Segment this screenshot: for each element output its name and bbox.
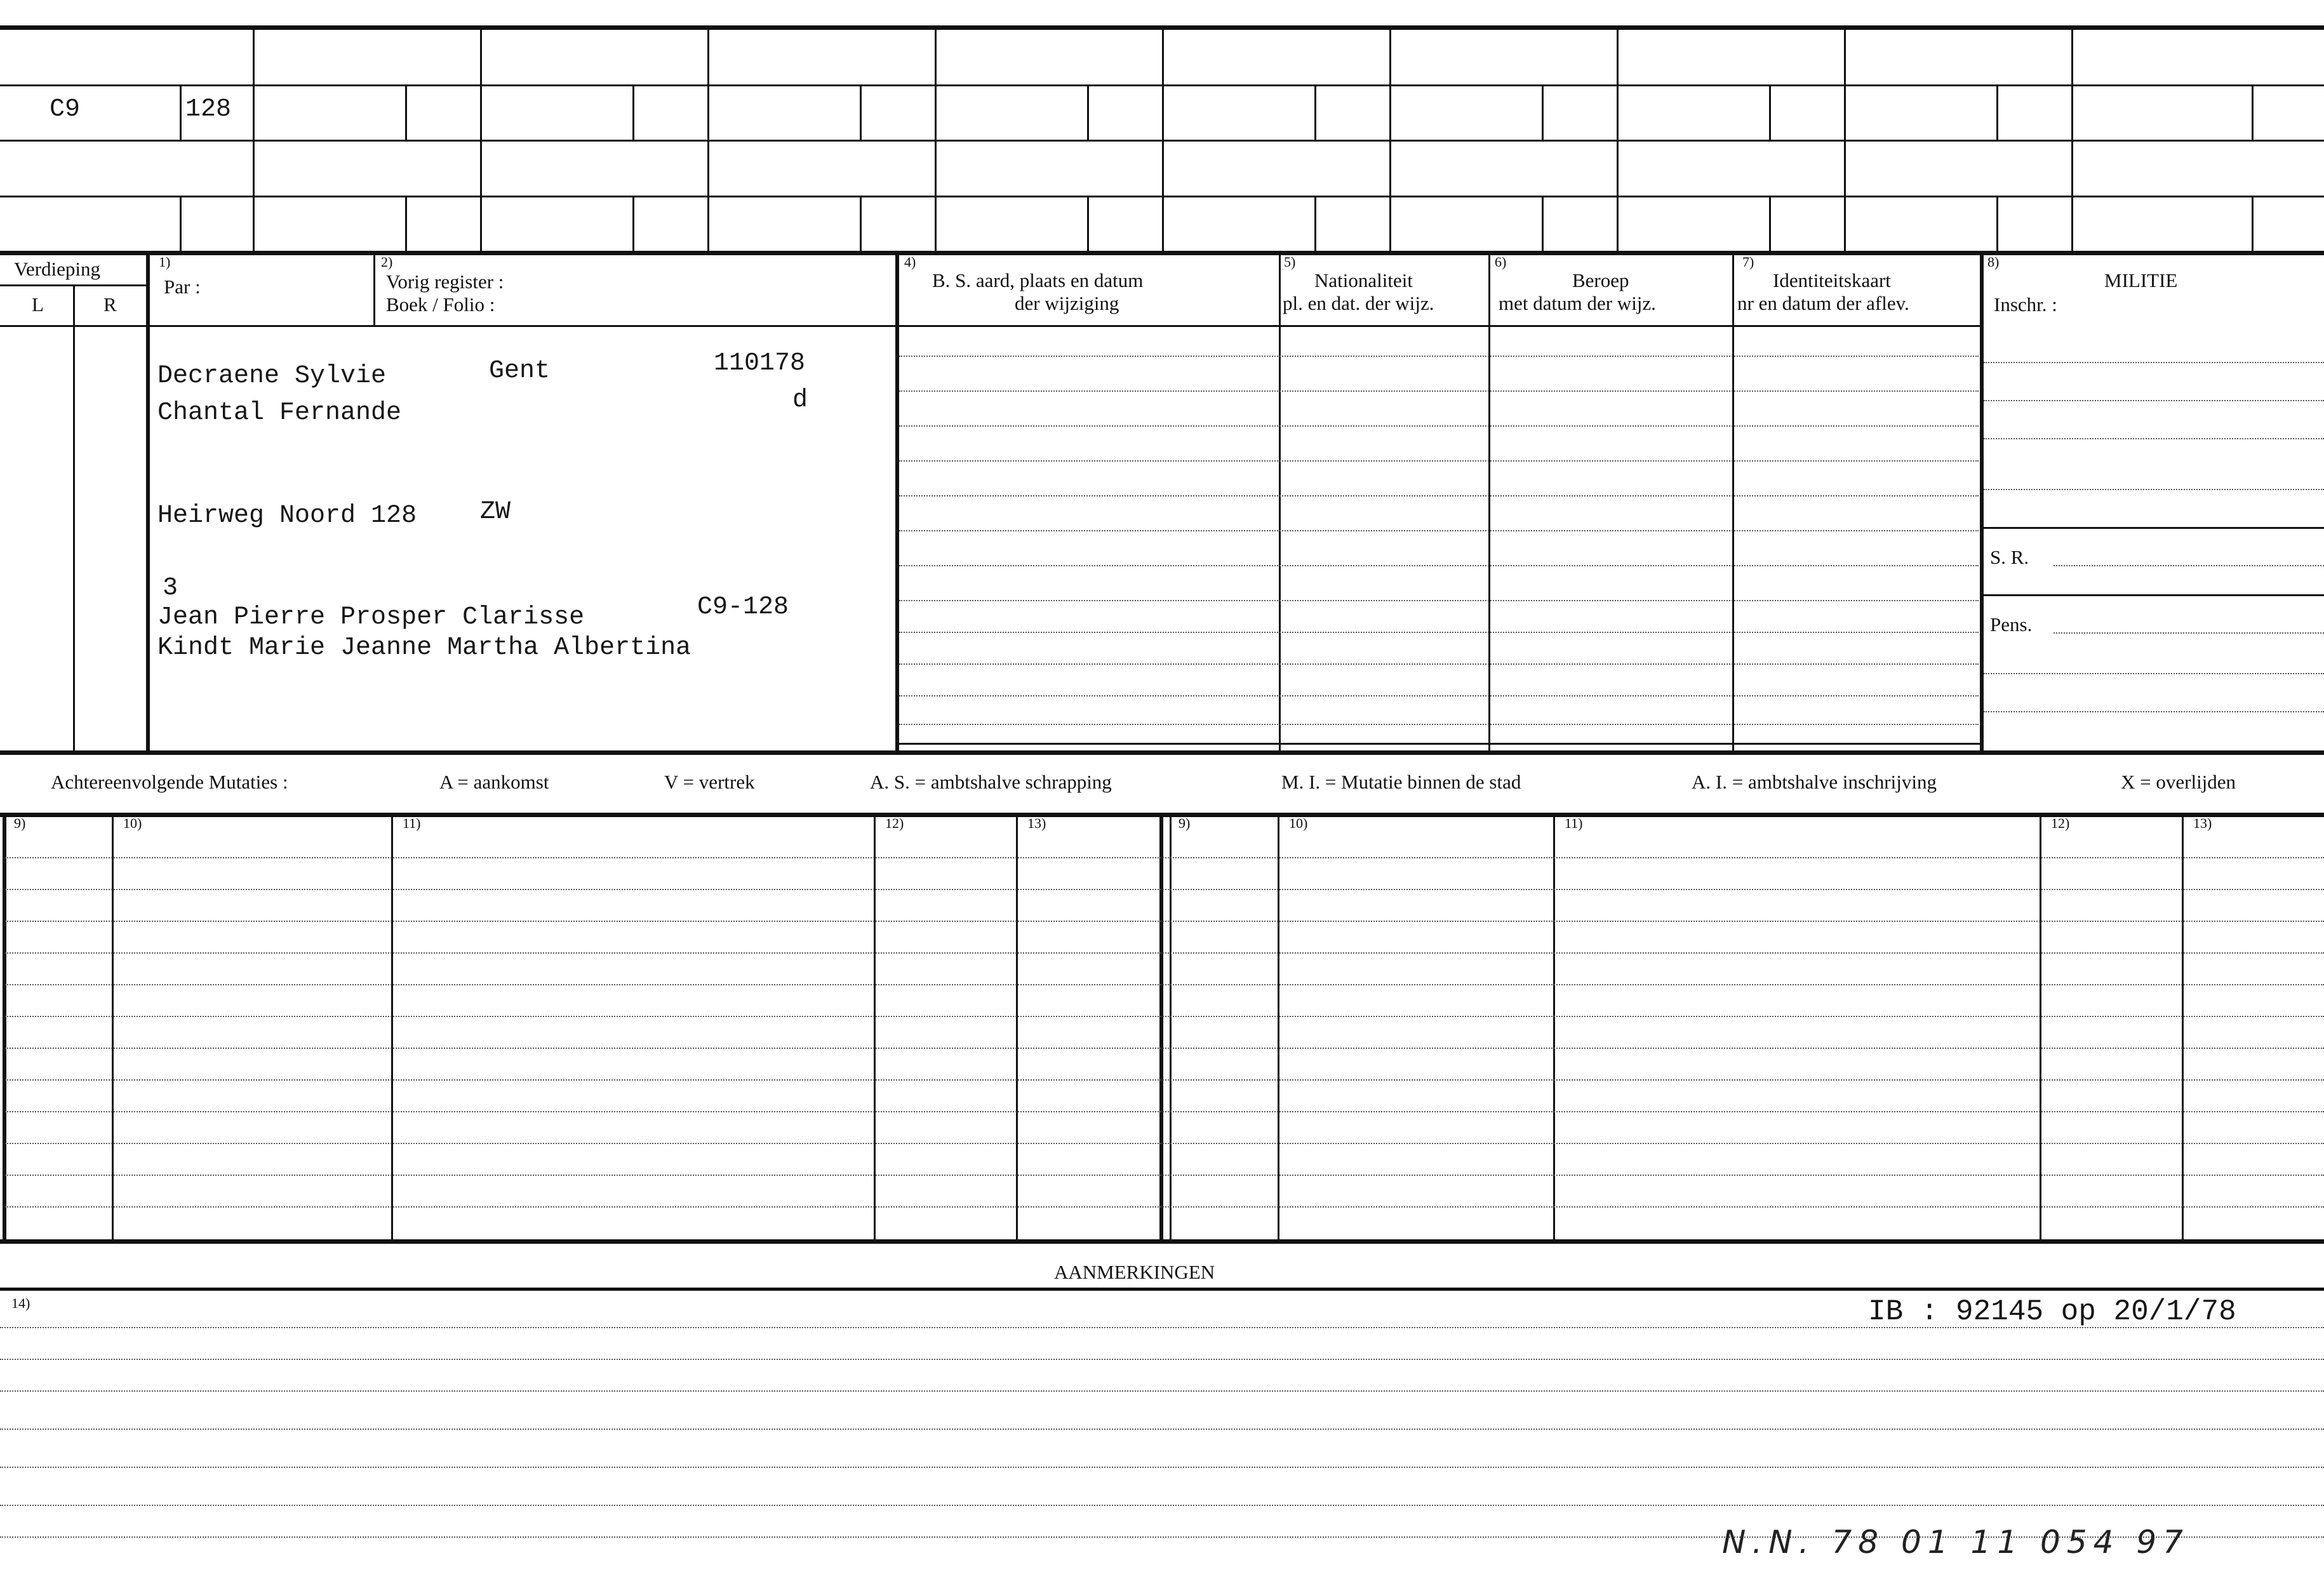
identiteitskaart-label-2: nr en datum der aflev. xyxy=(1737,292,1909,314)
remarks-number: 14) xyxy=(11,1295,30,1311)
mut-col-11-left: 11) xyxy=(403,815,421,831)
col-5-number: 5) xyxy=(1284,254,1296,270)
legend-v: V = vertrek xyxy=(664,771,755,793)
col-4-number: 4) xyxy=(904,254,916,270)
legend-ai: A. I. = ambtshalve inschrijving xyxy=(1692,771,1937,793)
pens-label: Pens. xyxy=(1990,613,2033,636)
legend-x: X = overlijden xyxy=(2121,771,2236,793)
col-1-number: 1) xyxy=(159,254,171,270)
left-label: L xyxy=(32,293,44,316)
ib-note: IB : 92145 op 20/1/78 xyxy=(1868,1295,2236,1328)
col-8-number: 8) xyxy=(1987,254,2000,270)
vorig-register-label: Vorig register : xyxy=(386,270,504,293)
cell-number: 128 xyxy=(185,95,232,124)
beroep-label-1: Beroep xyxy=(1572,269,1629,291)
verdieping-label: Verdieping xyxy=(14,258,101,280)
sr-label: S. R. xyxy=(1990,546,2029,568)
identiteitskaart-label-1: Identiteitskaart xyxy=(1773,269,1891,291)
birth-place: Gent xyxy=(489,357,551,385)
bs-label-1: B. S. aard, plaats en datum xyxy=(932,269,1144,291)
nationaliteit-label-1: Nationaliteit xyxy=(1314,269,1413,291)
col-6-number: 6) xyxy=(1495,254,1507,270)
legend-a: A = aankomst xyxy=(439,771,549,793)
mut-col-13-right: 13) xyxy=(2193,815,2212,831)
sex-code: d xyxy=(792,386,808,415)
district: ZW xyxy=(480,498,511,526)
mut-col-12-right: 12) xyxy=(2051,815,2070,831)
cell-code: C9 xyxy=(50,95,81,124)
right-label: R xyxy=(104,293,117,316)
birth-date: 110178 xyxy=(714,349,806,378)
legend-title: Achtereenvolgende Mutaties : xyxy=(51,771,288,793)
legend-as: A. S. = ambtshalve schrapping xyxy=(870,771,1112,793)
bs-label-2: der wijziging xyxy=(1015,292,1119,314)
mut-col-12-left: 12) xyxy=(885,815,904,831)
given-names: Chantal Fernande xyxy=(157,399,402,427)
mut-col-10-left: 10) xyxy=(123,815,142,831)
household-number: 3 xyxy=(163,574,178,603)
mut-col-10-right: 10) xyxy=(1289,815,1308,831)
father-name: Jean Pierre Prosper Clarisse xyxy=(157,603,585,632)
address: Heirweg Noord 128 xyxy=(157,502,417,530)
boek-folio-label: Boek / Folio : xyxy=(386,293,495,316)
national-number: N.N. 78 01 11 054 97 xyxy=(1722,1524,2189,1561)
remarks-title: AANMERKINGEN xyxy=(1054,1261,1215,1283)
mut-col-13-left: 13) xyxy=(1027,815,1046,831)
inschr-label: Inschr. : xyxy=(1994,293,2057,316)
col-7-number: 7) xyxy=(1742,254,1754,270)
legend-mi: M. I. = Mutatie binnen de stad xyxy=(1281,771,1521,793)
mother-name: Kindt Marie Jeanne Martha Albertina xyxy=(157,634,691,662)
nationaliteit-label-2: pl. en dat. der wijz. xyxy=(1283,292,1434,314)
mut-col-9-left: 9) xyxy=(14,815,26,831)
beroep-label-2: met datum der wijz. xyxy=(1499,292,1656,314)
mut-col-11-right: 11) xyxy=(1565,815,1583,831)
col-2-number: 2) xyxy=(381,254,393,270)
person-name: Decraene Sylvie xyxy=(157,362,387,390)
militie-label: MILITIE xyxy=(2104,269,2178,291)
par-label: Par : xyxy=(164,276,201,298)
reference: C9-128 xyxy=(697,593,789,622)
mut-col-9-right: 9) xyxy=(1179,815,1191,831)
